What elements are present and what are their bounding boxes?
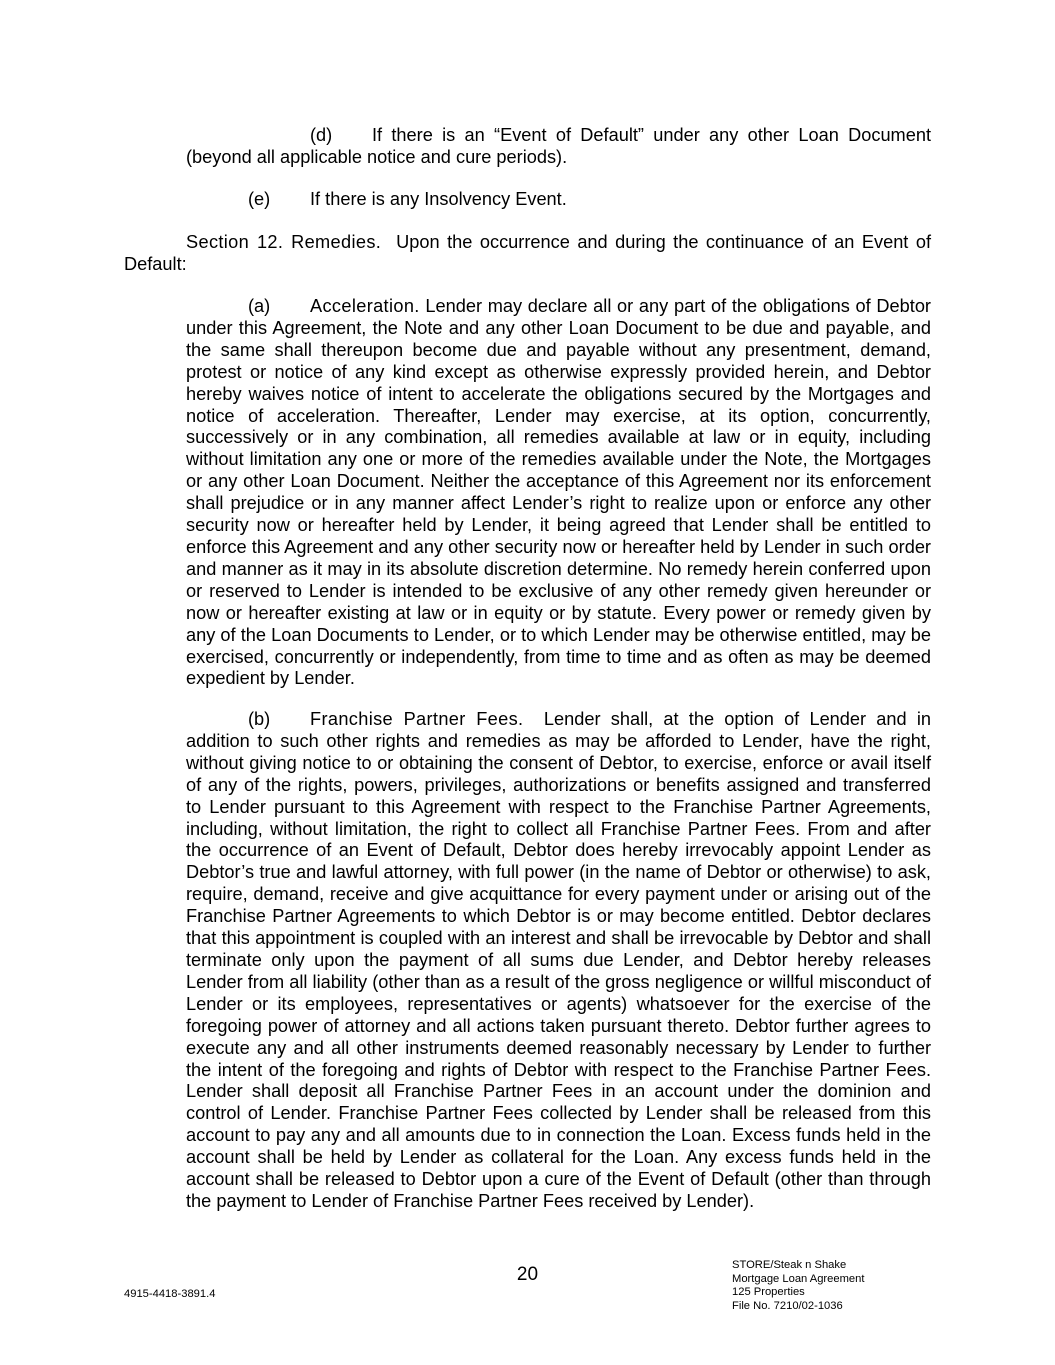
clause-e-label: (e) [248, 189, 271, 209]
clause-d-text: If there is an “Event of Default” under any other Loan Document (beyond all applicable notice and cure periods). [186, 125, 931, 167]
document-id: 4915-4418-3891.4 [124, 1288, 216, 1300]
clause-a-text: Lender may declare all or any part of the obligations of Debtor under this Agreement, the Note and any other Loan Document to be due and payable, and the same shall thereupon become due and payable without any presentment, demand, protest or notice of any kind except as otherwise expressly provided herein, and Debtor hereby waives notice of intent to accelerate the obligations secured by the Mortgages and notice of acceleration. Thereafter, Lender may exercise, at its option, concurrently, successively or in any combination, all remedies available at law or in equity, including without limitation any one or more of the remedies available under the Note, the Mortgages or any other Loan Document. Neither the acceptance of this Agreement nor its enforcement shall prejudice or in any manner affect Lender’s right to realize upon or enforce any other security now or hereafter held by Lender, it being agreed that Lender shall be entitled to enforce this Agreement and any other security now or hereafter held by Lender in such order and manner as it may in its absolute discretion determine. No remedy herein conferred upon or reserved to Lender is intended to be exclusive of any other remedy given hereunder or now or hereafter existing at law or in equity or by statute. Every power or remedy given by any of the Loan Documents to Lender, or to which Lender may be otherwise entitled, may be exercised, concurrently or independently, from time to time and as often as may be deemed expedient by Lender. [186, 296, 931, 689]
clause-b-label: (b) [248, 709, 271, 729]
clause-e-text: If there is any Insolvency Event. [310, 189, 567, 209]
section-12-heading: Section 12. Remedies. [186, 232, 382, 252]
section-12-text: Upon the occurrence and during the continuance of an Event of Default: [124, 232, 932, 274]
clause-b-text: Lender shall, at the option of Lender and in addition to such other rights and remedies as may be afforded to Lender, have the right, without giving notice to or obtaining the consent of Debtor, to exercise, enforce or avail itself of any of the rights, powers, privileges, authorizations or benefits assigned and transferred to Lender pursuant to this Agreement with respect to the Franchise Partner Agreements, including, without limitation, the right to collect all Franchise Partner Fees. From and after the occurrence of an Event of Default, Debtor does hereby irrevocably appoint Lender as Debtor’s true and lawful attorney, with full power (in the name of Debtor or otherwise) to ask, require, demand, receive and give acquittance for every payment under or arising out of the Franchise Partner Agreements to which Debtor is or may become entitled. Debtor declares that this appointment is coupled with an interest and shall be irrevocable by Debtor and shall terminate only upon the payment of all sums due Lender, and Debtor hereby releases Lender from all liability (other than as a result of the gross negligence or willful misconduct of Lender or its employees, representatives or agents) whatsoever for the exercise of the foregoing power of attorney and all actions taken pursuant thereto. Debtor further agrees to execute any and all other instruments deemed reasonably necessary by Lender to further the intent of the foregoing and rights of Debtor with respect to the Franchise Partner Fees. Lender shall deposit all Franchise Partner Fees in an account under the dominion and control of Lender. Franchise Partner Fees collected by Lender shall be released from this account to pay any and all amounts due to in connection the Loan. Excess funds held in the account shall be held by Lender as collateral for the Loan. Any excess funds held in the account shall be released to Debtor upon a cure of the Event of Default (other than through the payment to Lender of Franchise Partner Fees received by Lender). [186, 709, 932, 1211]
clause-b-heading: Franchise Partner Fees. [310, 709, 524, 729]
clause-e [186, 189, 931, 211]
clause-b [186, 709, 931, 1213]
clause-d [186, 125, 931, 169]
footer-line: STORE/Steak n Shake [732, 1259, 847, 1271]
footer-line: 125 Properties [732, 1286, 805, 1298]
clause-a-label: (a) [248, 296, 271, 316]
footer-file-info [732, 1259, 864, 1313]
footer-line: File No. 7210/02-1036 [732, 1299, 843, 1312]
clause-a [186, 296, 931, 690]
page-number: 20 [516, 1264, 539, 1285]
clause-a-heading: Acceleration. [310, 296, 420, 316]
clause-d-label: (d) [310, 125, 333, 145]
section-12 [124, 232, 931, 276]
footer-line: Mortgage Loan Agreement [732, 1272, 865, 1285]
